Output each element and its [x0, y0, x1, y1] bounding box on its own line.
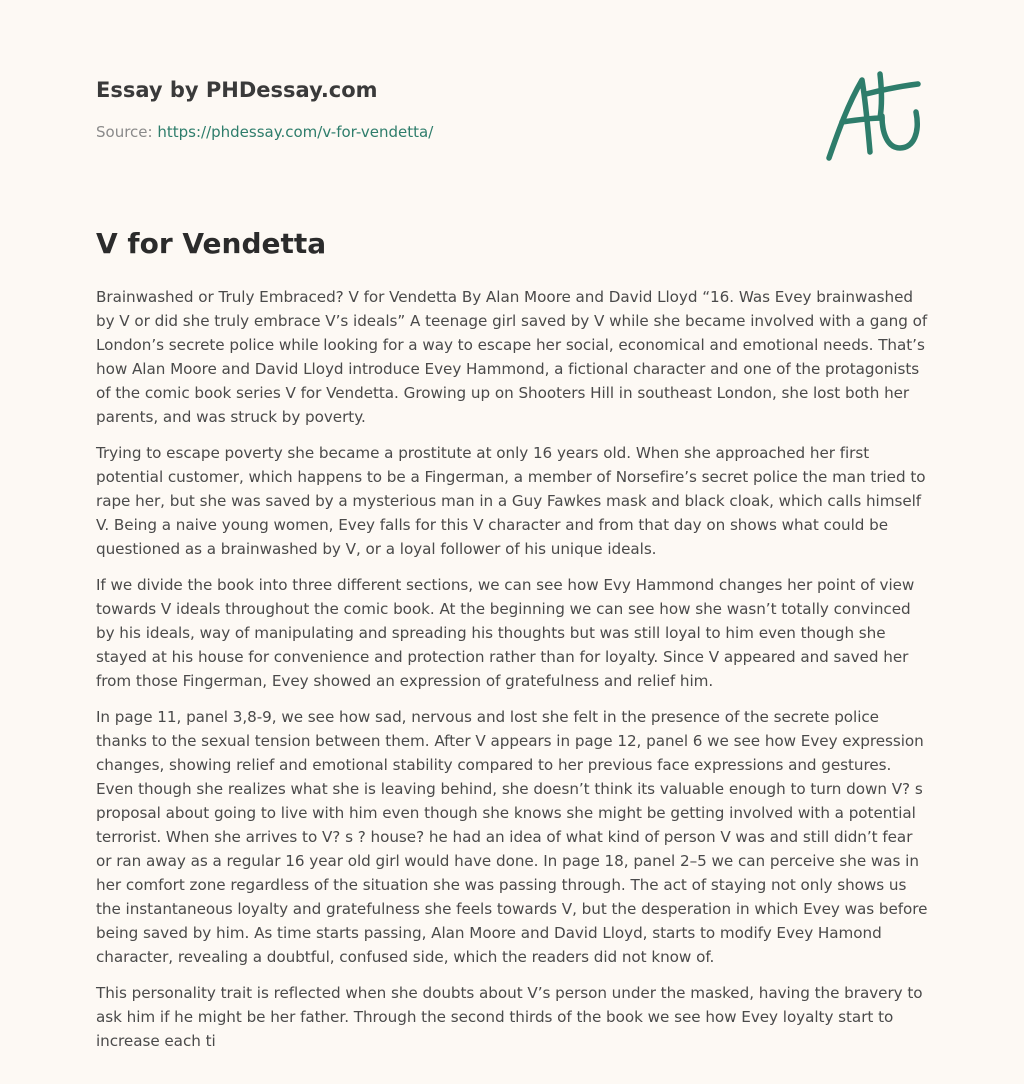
source-line — [96, 122, 936, 142]
essay-paragraph: Brainwashed or Truly Embraced? V for Vendetta By Alan Moore and David Lloyd “16. Was Evey brainwashed by V or did she truly embrace V’s ideals” A teenage girl saved by V while she became involved with a gang of London’s secrete police while looking for a way to escape her social, economical and emotional needs. That’s how Alan Moore and David Lloyd introduce Evey Hammond, a fictional character and one of the protagonists of the comic book series V for Vendetta. Growing up on Shooters Hill in southeast London, she lost both her parents, and was struck by poverty. — [96, 288, 928, 426]
essay-paragraph: This personality trait is reflected when she doubts about V’s person under the masked, having the bravery to ask him if he might be her father. Through the second thirds of the book we see how Evey loyalty start to increase each ti — [96, 984, 923, 1050]
essay-paragraph: Trying to escape poverty she became a prostitute at only 16 years old. When she approached her first potential customer, which happens to be a Fingerman, a member of Norsefire’s secret police the man tried to rape her, but she was saved by a mysterious man in a Guy Fawkes mask and black cloak, which calls himself V. Being a naive young women, Evey falls for this V character and from that day on shows what could be questioned as a brainwashed by V, or a loyal follower of his unique ideals. — [96, 444, 926, 558]
page-header — [96, 76, 936, 142]
essay-body — [96, 285, 932, 1065]
essay-title: V for Vendetta — [96, 227, 327, 260]
source-link[interactable]: https://phdessay.com/v-for-vendetta/ — [157, 123, 434, 141]
site-title: Essay by PHDessay.com — [96, 78, 378, 102]
essay-paragraph: In page 11, panel 3,8-9, we see how sad, nervous and lost she felt in the presence of the secrete police thanks to the sexual tension between them. After V appears in page 12, panel 6 we see how Evey expression changes, showing relief and emotional stability compared to her previous face expressions and gestures. Even though she realizes what she is leaving behind, she doesn’t think its valuable enough to turn down V? s proposal about going to live with him even though she knows she might be getting involved with a potential terrorist. When she arrives to V? s ? house? he had an idea of what kind of person V was and still didn’t fear or ran away as a regular 16 year old girl would have done. In page 18, panel 2–5 we can perceive she was in her comfort zone regardless of the situation she was passing through. The act of staying not only shows us the instantaneous loyalty and gratefulness she feels towards V, but the desperation in which Evey was before being saved by him. As time starts passing, Alan Moore and David Lloyd, starts to modify Evey Hamond character, revealing a doubtful, confused side, which the readers did not know of. — [96, 708, 928, 966]
essay-paragraph: If we divide the book into three different sections, we can see how Evy Hammond changes her point of view towards V ideals throughout the comic book. At the beginning we can see how she wasn’t totally convinced by his ideals, way of manipulating and spreading his thoughts but was still loyal to him even though she stayed at his house for convenience and protection rather than for loyalty. Since V appeared and saved her from those Fingerman, Evey showed an expression of gratefulness and relief him. — [96, 576, 915, 690]
source-label: Source: — [96, 123, 153, 141]
a-plus-logo-icon — [822, 68, 932, 164]
